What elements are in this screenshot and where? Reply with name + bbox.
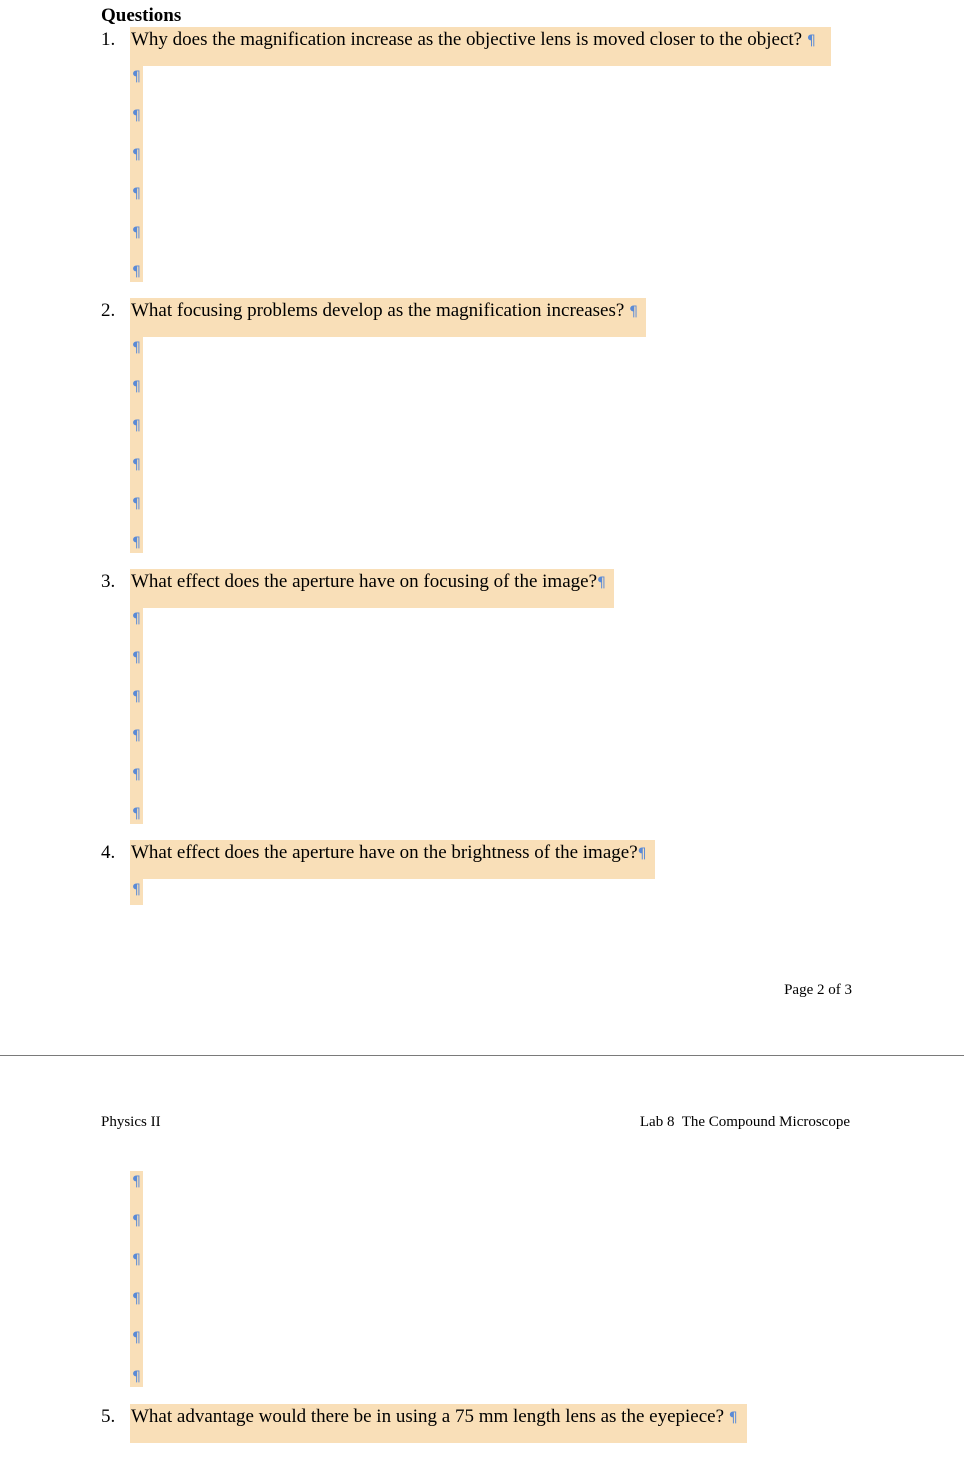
paragraph-mark: ¶ xyxy=(637,846,647,862)
paragraph-mark[interactable]: ¶ xyxy=(132,147,141,163)
paragraph-mark[interactable]: ¶ xyxy=(132,1174,141,1190)
question-1-text[interactable] xyxy=(131,28,816,53)
paragraph-mark[interactable]: ¶ xyxy=(132,728,141,744)
question-1-label: Why does the magnification increase as the objective lens is moved closer to the object? xyxy=(131,29,807,50)
paragraph-mark[interactable]: ¶ xyxy=(132,264,141,280)
page-break-divider xyxy=(0,1055,964,1056)
paragraph-mark[interactable]: ¶ xyxy=(132,418,141,434)
header-course: Physics II xyxy=(101,1114,161,1130)
question-2-text[interactable] xyxy=(131,299,638,324)
question-5-number: 5. xyxy=(101,1406,116,1427)
question-2-number: 2. xyxy=(101,300,116,321)
question-5-label: What advantage would there be in using a 75 mm length lens as the eyepiece? xyxy=(131,1406,729,1427)
paragraph-mark[interactable]: ¶ xyxy=(132,186,141,202)
paragraph-mark[interactable]: ¶ xyxy=(132,225,141,241)
paragraph-mark: ¶ xyxy=(806,33,816,49)
question-1-number: 1. xyxy=(101,29,116,50)
paragraph-mark[interactable]: ¶ xyxy=(132,1369,141,1385)
question-3-label: What effect does the aperture have on focusing of the image? xyxy=(131,571,598,592)
paragraph-mark[interactable]: ¶ xyxy=(132,1330,141,1346)
answer-2-highlight xyxy=(130,337,143,553)
paragraph-mark[interactable]: ¶ xyxy=(132,1213,141,1229)
paragraph-mark[interactable]: ¶ xyxy=(132,108,141,124)
answer-4-continued-highlight xyxy=(130,1171,143,1387)
question-5-text[interactable] xyxy=(131,1405,738,1430)
question-4-text[interactable] xyxy=(131,841,647,866)
paragraph-mark[interactable]: ¶ xyxy=(132,496,141,512)
answer-1-highlight xyxy=(130,66,143,282)
questions-heading: Questions xyxy=(101,5,182,26)
question-4-number: 4. xyxy=(101,842,116,863)
paragraph-mark[interactable]: ¶ xyxy=(132,379,141,395)
question-4-label: What effect does the aperture have on the brightness of the image? xyxy=(131,842,638,863)
paragraph-mark[interactable]: ¶ xyxy=(132,611,141,627)
paragraph-mark[interactable]: ¶ xyxy=(132,1252,141,1268)
page-number-footer: Page 2 of 3 xyxy=(784,982,852,998)
question-2-label: What focusing problems develop as the magnification increases? xyxy=(131,300,630,321)
question-3-text[interactable] xyxy=(131,570,606,595)
paragraph-mark: ¶ xyxy=(597,575,606,591)
question-3-number: 3. xyxy=(101,571,116,592)
paragraph-mark[interactable]: ¶ xyxy=(132,806,141,822)
paragraph-mark: ¶ xyxy=(728,1410,738,1426)
paragraph-mark[interactable]: ¶ xyxy=(132,689,141,705)
paragraph-mark: ¶ xyxy=(629,304,638,320)
header-lab-title: Lab 8 The Compound Microscope xyxy=(639,1114,850,1130)
paragraph-mark[interactable]: ¶ xyxy=(132,457,141,473)
paragraph-mark[interactable]: ¶ xyxy=(132,767,141,783)
paragraph-mark[interactable]: ¶ xyxy=(132,1291,141,1307)
paragraph-mark[interactable]: ¶ xyxy=(132,882,141,898)
paragraph-mark[interactable]: ¶ xyxy=(132,340,141,356)
paragraph-mark[interactable]: ¶ xyxy=(132,650,141,666)
paragraph-mark[interactable]: ¶ xyxy=(132,535,141,551)
paragraph-mark[interactable]: ¶ xyxy=(132,69,141,85)
answer-3-highlight xyxy=(130,608,143,824)
